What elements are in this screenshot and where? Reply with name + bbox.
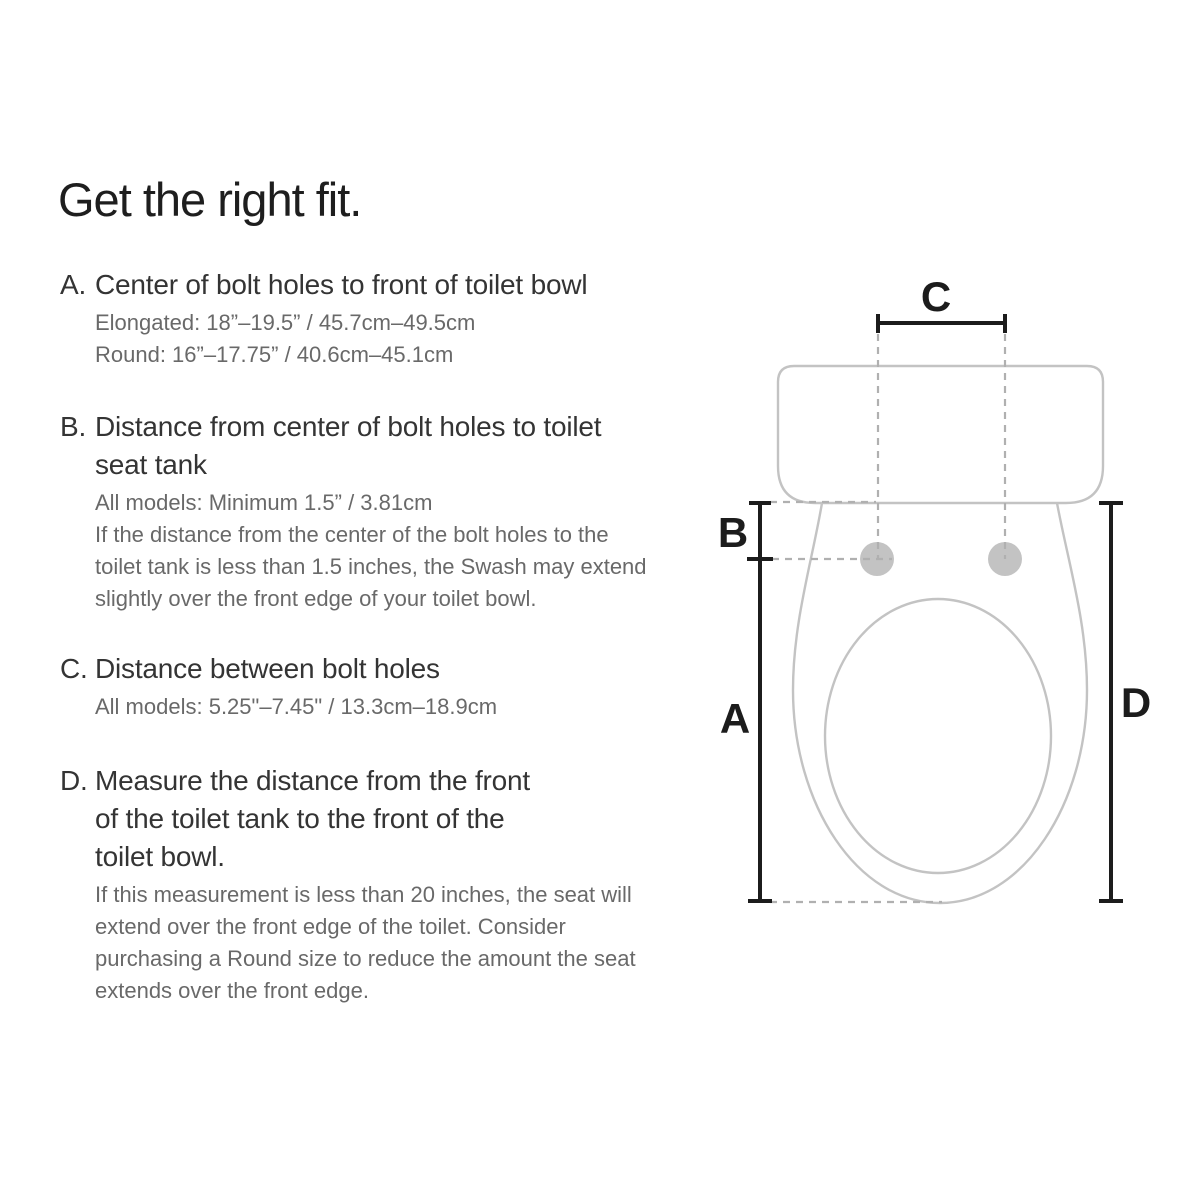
section-heading-line: Distance between bolt holes [95, 653, 440, 684]
measure-lines [747, 314, 1123, 901]
para-line: extend over the front edge of the toilet. Consider [95, 914, 566, 939]
para-line: purchasing a Round size to reduce the amount the seat [95, 946, 636, 971]
dim-label-d: D [1120, 679, 1152, 726]
section-letter: B. [60, 411, 87, 442]
section-letter: D. [60, 765, 88, 796]
dashed-guides [770, 334, 1005, 902]
dim-label-a: A [719, 695, 751, 742]
section-letter: C. [60, 653, 88, 684]
dim-label-c: C [920, 273, 952, 320]
section-heading-line: Distance from center of bolt holes to toilet [95, 411, 602, 442]
spec-line: All models: Minimum 1.5” / 3.81cm [95, 490, 433, 515]
para-line: slightly over the front edge of your toilet bowl. [95, 586, 537, 611]
section-letter: A. [60, 269, 87, 300]
spec-line: All models: 5.25"–7.45" / 13.3cm–18.9cm [95, 694, 498, 719]
seat-outline [793, 503, 1087, 903]
section-heading-line: Center of bolt holes to front of toilet bowl [95, 269, 588, 300]
section-heading-line: Measure the distance from the front [95, 765, 530, 796]
para-line: extends over the front edge. [95, 978, 369, 1003]
section-heading-line: of the toilet tank to the front of the [95, 803, 505, 834]
para-line: If the distance from the center of the bolt holes to the [95, 522, 609, 547]
section-heading-line: toilet bowl. [95, 841, 225, 872]
toilet-outline-group [778, 366, 1103, 903]
para-line: If this measurement is less than 20 inches, the seat will [95, 882, 632, 907]
section-heading-line: seat tank [95, 449, 207, 480]
spec-line: Elongated: 18”–19.5” / 45.7cm–49.5cm [95, 310, 476, 335]
page-title: Get the right fit. [58, 173, 362, 226]
tank-outline [778, 366, 1103, 503]
para-line: toilet tank is less than 1.5 inches, the Swash may extend [95, 554, 647, 579]
dim-label-b: B [717, 509, 749, 556]
bolt-holes [860, 542, 1022, 576]
spec-line: Round: 16”–17.75” / 40.6cm–45.1cm [95, 342, 454, 367]
seat-opening-oval [825, 599, 1051, 873]
